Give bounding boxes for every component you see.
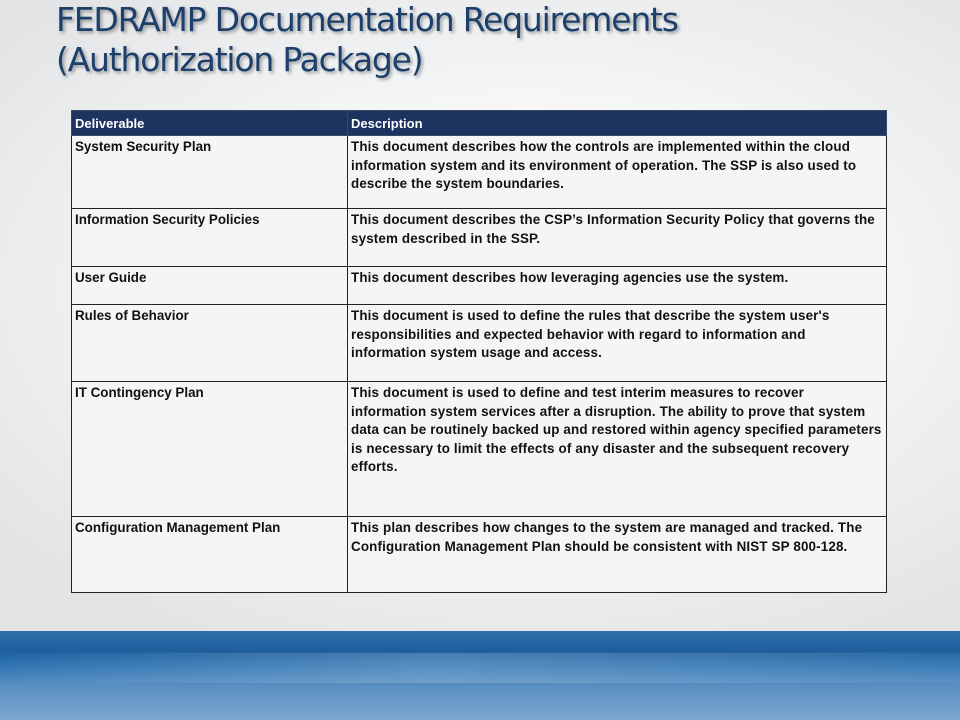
deliverable-cell: IT Contingency Plan	[72, 382, 348, 517]
description-cell: This document is used to define the rules that describe the system user's responsibilities and expected behavior with regard to information and information system usage and access.	[348, 305, 887, 382]
table-header-row	[72, 111, 887, 136]
table-row	[72, 517, 887, 593]
footer-band	[0, 631, 960, 720]
description-cell: This document describes the CSP’s Information Security Policy that governs the system described in the SSP.	[348, 209, 887, 267]
description-cell: This document describes how the controls are implemented within the cloud information system and its environment of operation. The SSP is also used to describe the system boundaries.	[348, 136, 887, 209]
deliverable-cell: User Guide	[72, 267, 348, 305]
footer-streak	[0, 653, 960, 683]
description-cell: This document is used to define and test interim measures to recover information system services after a disruption. The ability to prove that system data can be routinely backed up and restored within agency specified parameters is necessary to limit the effects of any disaster and the subsequent recovery efforts.	[348, 382, 887, 517]
table-row	[72, 267, 887, 305]
slide-title	[56, 0, 916, 80]
table-row	[72, 382, 887, 517]
column-header-deliverable: Deliverable	[72, 111, 348, 136]
deliverables-table	[71, 110, 887, 593]
description-cell: This document describes how leveraging agencies use the system.	[348, 267, 887, 305]
slide-title-line-2: (Authorization Package)	[56, 40, 423, 79]
deliverable-cell: Configuration Management Plan	[72, 517, 348, 593]
table-row	[72, 209, 887, 267]
deliverable-cell: Information Security Policies	[72, 209, 348, 267]
description-cell: This plan describes how changes to the system are managed and tracked. The Configuration Management Plan should be consistent with NIST SP 800-128.	[348, 517, 887, 593]
table-row	[72, 136, 887, 209]
deliverable-cell: System Security Plan	[72, 136, 348, 209]
slide-title-line-1: FEDRAMP Documentation Requirements	[56, 0, 678, 39]
table-row	[72, 305, 887, 382]
column-header-description: Description	[348, 111, 887, 136]
deliverable-cell: Rules of Behavior	[72, 305, 348, 382]
